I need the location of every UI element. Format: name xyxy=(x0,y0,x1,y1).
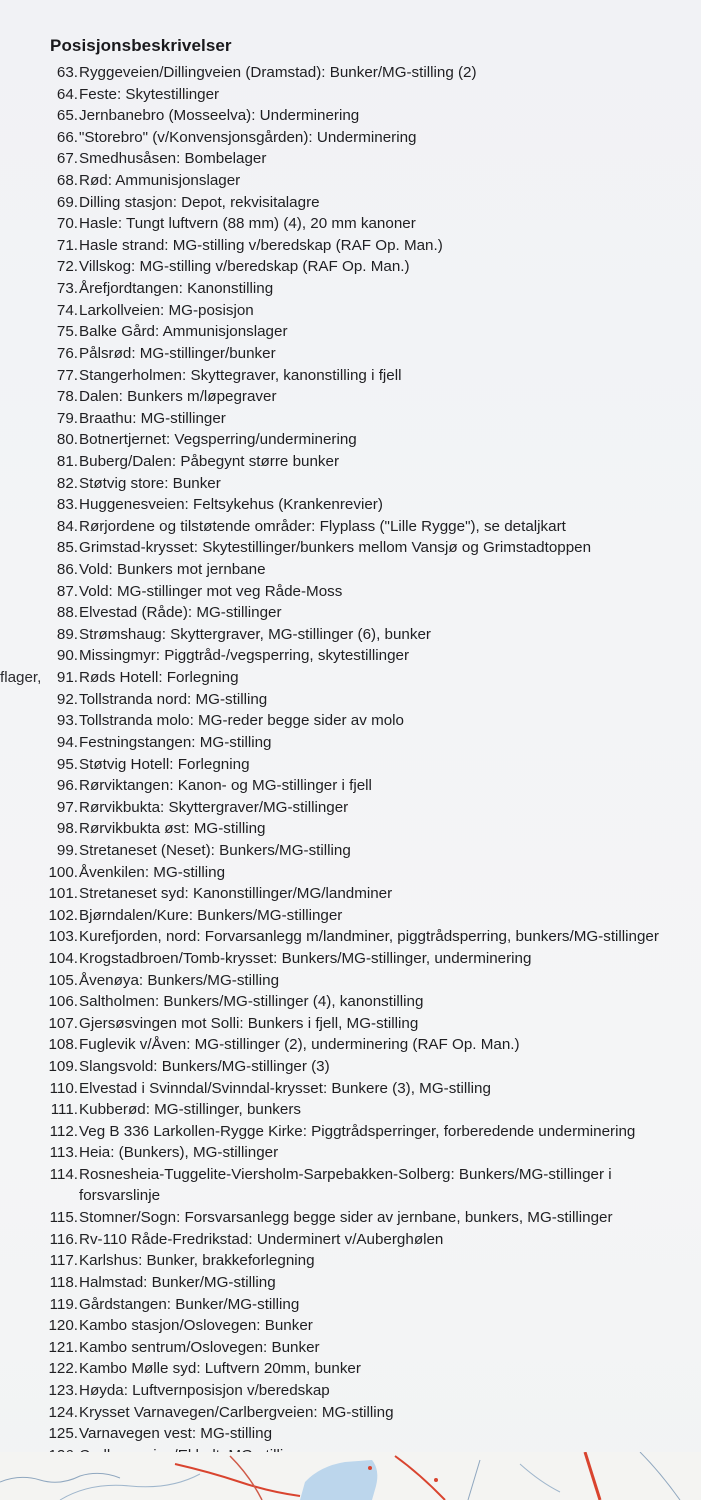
list-item xyxy=(0,797,701,819)
item-text: Pålsrød: MG-stillinger/bunker xyxy=(79,344,276,362)
item-number: 104. xyxy=(48,949,78,967)
item-number: 106. xyxy=(48,993,78,1011)
list-item xyxy=(0,365,701,387)
list-item xyxy=(0,170,701,192)
item-text: Åvenkilen: MG-stilling xyxy=(79,863,226,881)
item-number: 101. xyxy=(48,885,78,903)
item-number: 85. xyxy=(56,539,78,557)
list-item xyxy=(0,1272,701,1294)
list-item xyxy=(0,516,701,538)
item-number: 76. xyxy=(56,344,78,362)
item-text: Varnavegen vest: MG-stilling xyxy=(79,1425,273,1443)
list-item xyxy=(0,775,701,797)
item-number: 94. xyxy=(56,733,78,751)
list-item xyxy=(0,537,701,559)
item-text: Kambo Mølle syd: Luftvern 20mm, bunker xyxy=(79,1360,361,1378)
list-item xyxy=(0,1380,701,1402)
item-number: 68. xyxy=(56,172,78,190)
item-text: Rørvikbukta: Skyttergraver/MG-stillinger xyxy=(79,798,349,816)
item-number: 74. xyxy=(56,301,78,319)
list-item xyxy=(0,321,701,343)
item-text: Stretaneset syd: Kanonstillinger/MG/landminer xyxy=(79,885,393,903)
item-number: 69. xyxy=(56,193,78,211)
list-item xyxy=(0,1013,701,1035)
list-item xyxy=(0,473,701,495)
item-number: 118. xyxy=(49,1273,78,1291)
item-number: 120. xyxy=(48,1317,78,1335)
list-item xyxy=(0,343,701,365)
item-number: 107. xyxy=(48,1014,78,1032)
list-item xyxy=(0,127,701,149)
item-text: Halmstad: Bunker/MG-stilling xyxy=(79,1273,276,1291)
list-item xyxy=(0,1402,701,1424)
list-item xyxy=(0,1056,701,1078)
item-text: Ryggeveien/Dillingveien (Dramstad): Bunker/MG-stilling (2) xyxy=(79,64,477,81)
list-item xyxy=(0,105,701,127)
list-item xyxy=(0,991,701,1013)
item-text: Vold: MG-stillinger mot veg Råde-Moss xyxy=(79,582,343,600)
list-item xyxy=(0,386,701,408)
item-text: Huggenesveien: Feltsykehus (Krankenrevier) xyxy=(79,496,383,514)
item-text: Larkollveien: MG-posisjon xyxy=(79,301,254,319)
list-item xyxy=(0,818,701,840)
item-text: Karlshus: Bunker, brakkeforlegning xyxy=(79,1252,315,1270)
item-text: Kambo sentrum/Oslovegen: Bunker xyxy=(79,1338,320,1356)
item-number: 88. xyxy=(56,604,78,622)
item-number: 109. xyxy=(48,1058,78,1076)
list-item xyxy=(0,948,701,970)
item-text: Botnertjernet: Vegsperring/underminering xyxy=(79,431,357,449)
item-text: Jernbanebro (Mosseelva): Underminering xyxy=(79,107,360,125)
item-text: Grimstad-krysset: Skytestillinger/bunkers mellom Vansjø og Grimstadtoppen xyxy=(79,539,592,557)
item-text: Støtvig Hotell: Forlegning xyxy=(79,755,250,773)
list-item xyxy=(0,1337,701,1359)
item-number: 105. xyxy=(48,971,78,989)
item-number: 63. xyxy=(56,64,78,81)
item-text: Gårdstangen: Bunker/MG-stilling xyxy=(79,1295,300,1313)
item-text: Slangsvold: Bunkers/MG-stillinger (3) xyxy=(79,1058,330,1076)
item-number: 102. xyxy=(48,906,78,924)
item-text: Festningstangen: MG-stilling xyxy=(79,733,272,751)
item-text: Buberg/Dalen: Påbegynt større bunker xyxy=(79,452,340,470)
item-number: 98. xyxy=(56,820,78,838)
list-item xyxy=(0,1358,701,1380)
list-item xyxy=(0,710,701,732)
item-number: 65. xyxy=(56,107,78,125)
item-number: 84. xyxy=(56,517,78,535)
item-text: Gjersøsvingen mot Solli: Bunkers i fjell, MG-stilling xyxy=(79,1014,419,1032)
item-text: Rosnesheia-Tuggelite-Viersholm-Sarpebakken-Solberg: Bunkers/MG-stillinger i xyxy=(79,1166,612,1184)
list-item xyxy=(0,256,701,278)
list-item xyxy=(0,689,701,711)
item-number: 79. xyxy=(56,409,78,427)
item-text: Hasle: Tungt luftvern (88 mm) (4), 20 mm kanoner xyxy=(79,215,416,233)
item-text: "Storebro" (v/Konvensjonsgården): Underminering xyxy=(79,128,417,146)
item-number: 64. xyxy=(56,85,78,103)
list-item xyxy=(0,581,701,603)
item-number: 78. xyxy=(56,388,78,406)
map-marker xyxy=(368,1466,372,1470)
item-number: 89. xyxy=(56,625,78,643)
list-item xyxy=(0,1142,701,1164)
item-number: 70. xyxy=(56,215,78,233)
item-number: 83. xyxy=(56,496,78,514)
item-number: 114. xyxy=(49,1166,78,1184)
list-item xyxy=(0,278,701,300)
list-item xyxy=(0,926,701,948)
list-item xyxy=(0,1099,701,1121)
list-item xyxy=(0,1229,701,1251)
item-text: Elvestad (Råde): MG-stillinger xyxy=(79,604,282,622)
list-item xyxy=(0,1121,701,1143)
item-number: 119. xyxy=(49,1295,78,1313)
item-text: Stangerholmen: Skyttegraver, kanonstilling i fjell xyxy=(79,366,402,384)
item-text: Årefjordtangen: Kanonstilling xyxy=(79,280,274,298)
item-text: Strømshaug: Skyttergraver, MG-stillinger (6), bunker xyxy=(79,625,431,643)
item-number: 72. xyxy=(56,258,78,276)
item-text: Dalen: Bunkers m/løpegraver xyxy=(79,388,277,406)
item-number: 82. xyxy=(56,474,78,492)
list-item xyxy=(0,494,701,516)
list-item xyxy=(0,602,701,624)
list-item xyxy=(0,235,701,257)
list-item xyxy=(0,905,701,927)
item-number: 75. xyxy=(56,323,78,341)
item-number: 115. xyxy=(49,1209,78,1227)
item-number: 71. xyxy=(56,236,78,254)
item-number: 122. xyxy=(48,1360,78,1378)
item-text: Tollstranda molo: MG-reder begge sider av molo xyxy=(79,712,404,730)
item-number: 67. xyxy=(56,150,78,168)
item-text: Heia: (Bunkers), MG-stillinger xyxy=(79,1144,279,1162)
item-number: 77. xyxy=(56,366,78,384)
item-text: Stomner/Sogn: Forsvarsanlegg begge sider av jernbane, bunkers, MG-stillinger xyxy=(79,1209,613,1227)
item-number: 111. xyxy=(50,1101,78,1119)
item-number: 116. xyxy=(49,1230,78,1248)
item-text: Veg B 336 Larkollen-Rygge Kirke: Piggtrådsperringer, forberedende underminering xyxy=(79,1122,636,1140)
list-item xyxy=(0,1423,701,1445)
item-number: 93. xyxy=(56,712,78,730)
item-text: Saltholmen: Bunkers/MG-stillinger (4), kanonstilling xyxy=(79,993,424,1011)
item-text: Smedhusåsen: Bombelager xyxy=(79,150,267,168)
item-text: Vold: Bunkers mot jernbane xyxy=(79,561,266,579)
list-item xyxy=(0,1250,701,1272)
list-item xyxy=(0,732,701,754)
list-item xyxy=(0,1315,701,1337)
item-number: 103. xyxy=(48,928,78,946)
item-text: Høyda: Luftvernposisjon v/beredskap xyxy=(79,1381,330,1399)
item-number: 121. xyxy=(48,1338,78,1356)
list-item xyxy=(0,62,701,84)
list-item xyxy=(0,624,701,646)
list-item xyxy=(0,754,701,776)
item-text: Krysset Varnavegen/Carlbergveien: MG-stilling xyxy=(79,1403,394,1421)
list-item xyxy=(0,408,701,430)
margin-note: flager, xyxy=(0,669,42,687)
item-number: 99. xyxy=(56,841,78,859)
list-item xyxy=(0,1078,701,1100)
item-text: Åvenøya: Bunkers/MG-stilling xyxy=(79,971,280,989)
list-item xyxy=(0,645,701,667)
item-text: Bjørndalen/Kure: Bunkers/MG-stillinger xyxy=(79,906,343,924)
item-number: 113. xyxy=(49,1144,78,1162)
list-item xyxy=(0,1164,701,1207)
list-item xyxy=(0,192,701,214)
item-number: 86. xyxy=(56,561,78,579)
item-number: 66. xyxy=(56,128,78,146)
item-text: Dilling stasjon: Depot, rekvisitalagre xyxy=(79,193,320,211)
item-text: Støtvig store: Bunker xyxy=(79,474,221,492)
item-text: Rv-110 Råde-Fredrikstad: Underminert v/Auberghølen xyxy=(79,1230,444,1248)
item-number: 95. xyxy=(56,755,78,773)
item-text: Røds Hotell: Forlegning xyxy=(79,669,239,687)
list-item xyxy=(0,667,701,689)
list-item xyxy=(0,883,701,905)
item-number: 108. xyxy=(48,1036,78,1054)
list-item xyxy=(0,862,701,884)
list-item xyxy=(0,1034,701,1056)
item-number: 97. xyxy=(56,798,78,816)
list-item xyxy=(0,300,701,322)
item-number: 123. xyxy=(48,1381,78,1399)
item-text: Rød: Ammunisjonslager xyxy=(79,172,241,190)
list-item xyxy=(0,840,701,862)
item-text: Hasle strand: MG-stilling v/beredskap (RAF Op. Man.) xyxy=(79,236,443,254)
item-number: 92. xyxy=(56,690,78,708)
item-number: 91. xyxy=(56,669,78,687)
list-item xyxy=(0,451,701,473)
item-text: Tollstranda nord: MG-stilling xyxy=(79,690,268,708)
item-number: 73. xyxy=(56,280,78,298)
list-item xyxy=(0,1294,701,1316)
item-number: 112. xyxy=(49,1122,78,1140)
item-text: Rørviktangen: Kanon- og MG-stillinger i fjell xyxy=(79,777,372,795)
list-item xyxy=(0,148,701,170)
item-text: Rørvikbukta øst: MG-stilling xyxy=(79,820,266,838)
page-heading: Posisjonsbeskrivelser xyxy=(50,36,232,55)
item-text: Kambo stasjon/Oslovegen: Bunker xyxy=(79,1317,313,1335)
list-item xyxy=(0,970,701,992)
item-number: 81. xyxy=(56,452,78,470)
item-text: Stretaneset (Neset): Bunkers/MG-stilling xyxy=(79,841,351,859)
item-number: 124. xyxy=(48,1403,78,1421)
item-text: Elvestad i Svinndal/Svinndal-krysset: Bunkere (3), MG-stilling xyxy=(79,1079,491,1097)
position-list xyxy=(0,62,701,1466)
item-text: Fuglevik v/Åven: MG-stillinger (2), underminering (RAF Op. Man.) xyxy=(79,1036,520,1054)
item-text: Feste: Skytestillinger xyxy=(79,85,220,103)
map-fragment xyxy=(0,1452,701,1500)
item-text: Braathu: MG-stillinger xyxy=(79,409,226,427)
item-number: 96. xyxy=(56,777,78,795)
item-text: Balke Gård: Ammunisjonslager xyxy=(79,323,288,341)
item-number: 80. xyxy=(56,431,78,449)
map-marker xyxy=(434,1478,438,1482)
list-item xyxy=(0,559,701,581)
item-text: Villskog: MG-stilling v/beredskap (RAF Op. Man.) xyxy=(79,258,410,276)
list-item xyxy=(0,1207,701,1229)
item-text: Kubberød: MG-stillinger, bunkers xyxy=(79,1101,301,1119)
list-item xyxy=(0,429,701,451)
item-number: 117. xyxy=(49,1252,78,1270)
item-text: Krogstadbroen/Tomb-krysset: Bunkers/MG-stillinger, underminering xyxy=(79,949,532,967)
item-number: 90. xyxy=(56,647,78,665)
item-text-continuation: forsvarslinje xyxy=(79,1187,161,1205)
item-text: Rørjordene og tilstøtende områder: Flyplass ("Lille Rygge"), se detaljkart xyxy=(79,517,566,535)
item-number: 125. xyxy=(48,1425,78,1443)
item-number: 87. xyxy=(56,582,78,600)
item-text: Missingmyr: Piggtråd-/vegsperring, skytestillinger xyxy=(79,647,410,665)
list-item xyxy=(0,84,701,106)
item-text: Kurefjorden, nord: Forvarsanlegg m/landminer, piggtrådsperring, bunkers/MG-stillinger xyxy=(79,928,659,946)
item-number: 100. xyxy=(48,863,78,881)
list-item xyxy=(0,213,701,235)
item-number: 110. xyxy=(49,1079,78,1097)
